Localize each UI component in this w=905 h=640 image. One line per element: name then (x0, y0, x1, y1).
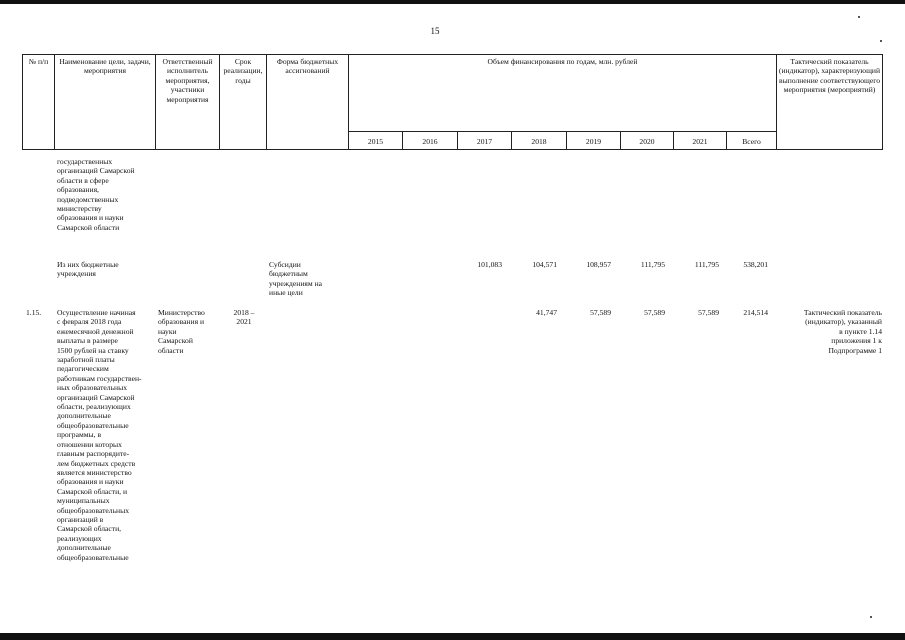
header-term: Срок реализации, годы (223, 57, 263, 85)
row-115-2020: 57,589 (644, 308, 665, 317)
scan-speck (880, 40, 882, 42)
row-budget-2017: 101,083 (477, 260, 502, 269)
row-budget-2020: 111,795 (640, 260, 665, 269)
header-responsible: Ответственный исполнитель мероприятия, участники мероприятия (162, 57, 213, 104)
scan-speck (858, 16, 860, 18)
header-indicator: Тактический показатель (индикатор), характеризующий выполнение соответствующего мероприятия (мероприятий) (778, 57, 881, 95)
year-2016: 2016 (422, 137, 438, 146)
header-num: № п/п (28, 57, 49, 66)
scan-speck (870, 616, 872, 618)
row-budget-name: Из них бюджетные учреждения (57, 260, 119, 279)
row-115-responsible: Министерство образования и науки Самарской области (158, 308, 205, 355)
row-115-total: 214,514 (743, 308, 768, 317)
row-115-2021: 57,589 (698, 308, 719, 317)
header-name: Наименование цели, задачи, мероприятия (59, 57, 151, 76)
header-financing: Объем финансирования по годам, млн. рублей (487, 57, 638, 66)
year-total: Всего (742, 137, 761, 146)
row-115-term: 2018 – 2021 (233, 308, 255, 327)
row-budget-total: 538,201 (743, 260, 768, 269)
row-budget-form: Субсидии бюджетным учреждениям на иные цели (269, 260, 323, 298)
scan-top-border (0, 0, 905, 4)
row-budget-2019: 108,957 (586, 260, 611, 269)
row-115-2018: 41,747 (536, 308, 557, 317)
year-2019: 2019 (585, 137, 602, 146)
row-continuation-name: государственных организаций Самарской области в сфере образования, подведомственных министерству образования и науки Самарской области (57, 157, 135, 232)
year-2017: 2017 (476, 137, 493, 146)
header-form: Форма бюджетных ассигнований (276, 57, 339, 76)
year-2021: 2021 (692, 137, 708, 146)
scan-bottom-border (0, 633, 905, 640)
year-2015: 2015 (367, 137, 384, 146)
row-115-2019: 57,589 (590, 308, 611, 317)
row-budget-2018: 104,571 (532, 260, 557, 269)
year-2020: 2020 (639, 137, 655, 146)
row-115-name: Осуществление начиная с февраля 2018 года ежемесячной денежной выплаты в размере 1500 рублей на ставку заработной платы педагогическим работникам государствен- ных образовательных организаций Самарской области, реализующих дополнительные общеобразовательные программы, в отношении которых главным распорядите- лем бюджетных средств является министерство образования и науки Самарской области, и муниципальных общеобразовательных организаций в Самарской области, реализующих дополнительные общеобразовательные (57, 308, 142, 562)
row-budget-2021: 111,795 (694, 260, 719, 269)
row-115-indicator: Тактический показатель (индикатор), указанный в пункте 1.14 приложения 1 к Подпрограмме 1 (803, 308, 882, 355)
year-2018: 2018 (531, 137, 547, 146)
page-number: 15 (430, 26, 440, 36)
row-115-num: 1.15. (26, 308, 42, 317)
